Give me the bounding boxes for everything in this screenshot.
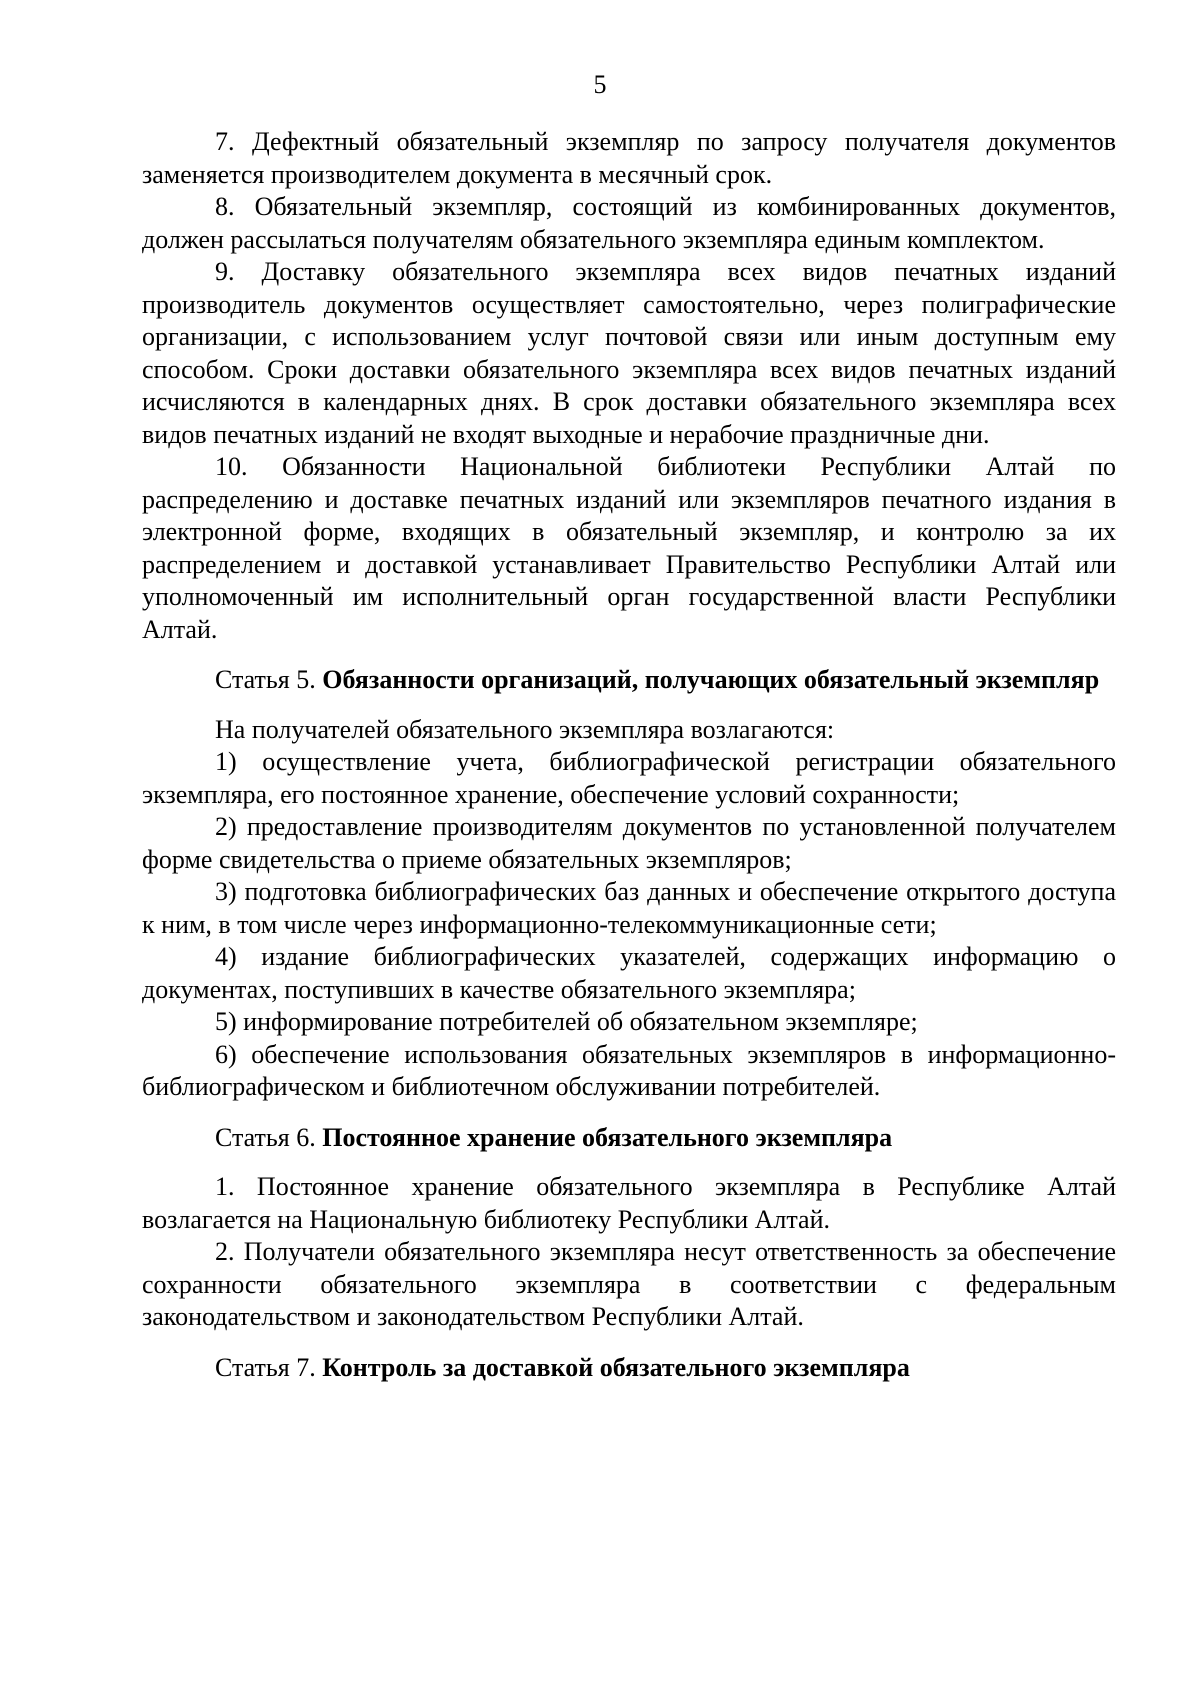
article-6-heading (142, 1122, 1116, 1155)
paragraph-10: 10. Обязанности Национальной библиотеки Республики Алтай по распределению и доставке печатных изданий или экземпляров печатного издания в электронной форме, входящих в обязательный экземпляр, и контролю за их распределением и доставкой устанавливает Правительство Республики Алтай или уполномоченный им исполнительный орган государственной власти Республики Алтай. (142, 452, 1116, 644)
page-number: 5 (593, 70, 607, 99)
article-6-item-2: 2. Получатели обязательного экземпляра несут ответственность за обеспечение сохранности обязательного экземпляра в соответствии с федеральным законодательством и законодательством Республики Алтай. (142, 1237, 1116, 1331)
article-5-title: Обязанности организаций, получающих обязательный экземпляр (322, 665, 1100, 694)
article-5-item-1: 1) осуществление учета, библиографической регистрации обязательного экземпляра, его постоянное хранение, обеспечение условий сохранности; (142, 747, 1116, 809)
article-5-item-3: 3) подготовка библиографических баз данных и обеспечение открытого доступа к ним, в том числе через информационно-телекоммуникационные сети; (142, 877, 1116, 939)
article-5-intro: На получателей обязательного экземпляра возлагаются: (215, 714, 835, 744)
paragraph-9: 9. Доставку обязательного экземпляра всех видов печатных изданий производитель документов осуществляет самостоятельно, через полиграфические организации, с использованием услуг почтовой связи или иным доступным ему способом. Сроки доставки обязательного экземпляра всех видов печатных изданий исчисляются в календарных днях. В срок доставки обязательного экземпляра всех видов печатных изданий не входят выходные и нерабочие праздничные дни. (142, 257, 1116, 449)
article-5-heading (142, 664, 1116, 697)
paragraph-8: 8. Обязательный экземпляр, состоящий из комбинированных документов, должен рассылаться получателям обязательного экземпляра единым комплектом. (142, 192, 1116, 254)
article-5-item-2: 2) предоставление производителям документов по установленной получателем форме свидетельства о приеме обязательных экземпляров; (142, 812, 1116, 874)
article-7-heading (142, 1352, 1116, 1385)
article-7-title: Контроль за доставкой обязательного экземпляра (322, 1352, 910, 1382)
article-6-label: Статья 6. (215, 1122, 316, 1152)
paragraph-7: 7. Дефектный обязательный экземпляр по запросу получателя документов заменяется производителем документа в месячный срок. (142, 127, 1116, 189)
article-6-item-1: 1. Постоянное хранение обязательного экземпляра в Республике Алтай возлагается на Национальную библиотеку Республики Алтай. (142, 1172, 1116, 1234)
article-5-item-6: 6) обеспечение использования обязательных экземпляров в информационно-библиографическом и библиотечном обслуживании потребителей. (142, 1039, 1116, 1101)
article-7-label: Статья 7. (215, 1352, 316, 1382)
article-6-title: Постоянное хранение обязательного экземпляра (322, 1122, 893, 1152)
article-5-item-4: 4) издание библиографических указателей, содержащих информацию о документах, поступивших в качестве обязательного экземпляра; (142, 942, 1116, 1004)
document-body (142, 126, 1116, 1401)
article-5-label: Статья 5. (215, 665, 316, 694)
article-5-item-5: 5) информирование потребителей об обязательном экземпляре; (215, 1007, 918, 1036)
